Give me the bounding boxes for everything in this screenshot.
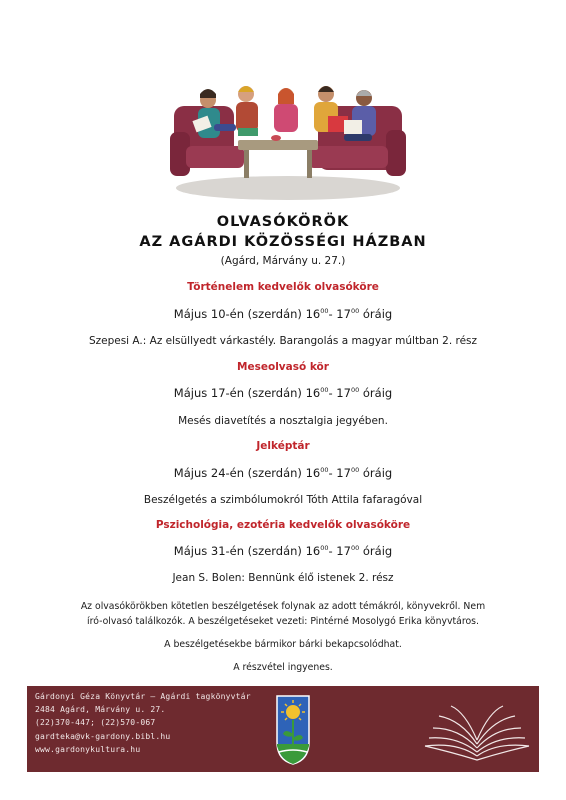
event-date: Május 31-én (szerdán) $16^{00}-$ $17^{00}$ óráig [173,544,393,558]
event-date: Május 10-én (szerdán) $16^{00}-$ $17^{00}$ óráig [173,307,393,321]
section-title: Történelem kedvelők olvasóköre [187,281,379,293]
event-description: Beszélgetés a szimbólumokról Tóth Attila fafaragóval [143,494,423,506]
library-website[interactable]: www.gardonykultura.hu [35,744,141,754]
info-line2: író-olvasó találkozók. A beszélgetéseket vezeti: Pintérné Mosolygó Erika könyvtáros. [87,616,479,627]
address: (Agárd, Márvány u. 27.) [220,255,346,267]
info-line1: Az olvasókörökben kötetlen beszélgetések folynak az adott témákról, könyvekről. Nem [80,601,486,612]
free-text: A részvétel ingyenes. [233,662,333,673]
section-title: Meseolvasó kör [237,361,329,373]
event-description: Jean S. Bolen: Bennünk élő istenek 2. rész [172,572,394,584]
coat-of-arms-icon [275,694,311,766]
library-name: Gárdonyi Géza Könyvtár – Agárdi tagkönyvtár [35,692,251,701]
title-line2: AZ AGÁRDI KÖZÖSSÉGI HÁZBAN [139,234,427,250]
event-description: Szepesi A.: Az elsüllyedt várkastély. Barangolás a magyar múltban 2. rész [88,335,478,347]
section-title: Pszichológia, ezotéria kedvelők olvasóköre [155,519,411,531]
footer-contact [35,690,251,756]
event-date: Május 24-én (szerdán) $16^{00}-$ $17^{00}$ óráig [173,466,393,480]
title-line1: OLVASÓKÖRÖK [216,214,350,230]
event-description: Mesés diavetítés a nosztalgia jegyében. [178,415,388,427]
join-text: A beszélgetésekbe bármikor bárki bekapcsolódhat. [164,639,402,650]
open-book-icon [421,702,533,762]
reading-group-illustration [168,80,408,200]
event-date: Május 17-én (szerdán) $16^{00}-$ $17^{00}$ óráig [173,386,393,400]
library-email[interactable]: gardteka@vk-gardony.bibl.hu [35,731,171,741]
footer-bar [27,686,539,772]
library-phone: (22)370-447; (22)570-067 [35,718,156,728]
library-address: 2484 Agárd, Márvány u. 27. [35,705,166,715]
section-title: Jelképtár [256,440,310,452]
